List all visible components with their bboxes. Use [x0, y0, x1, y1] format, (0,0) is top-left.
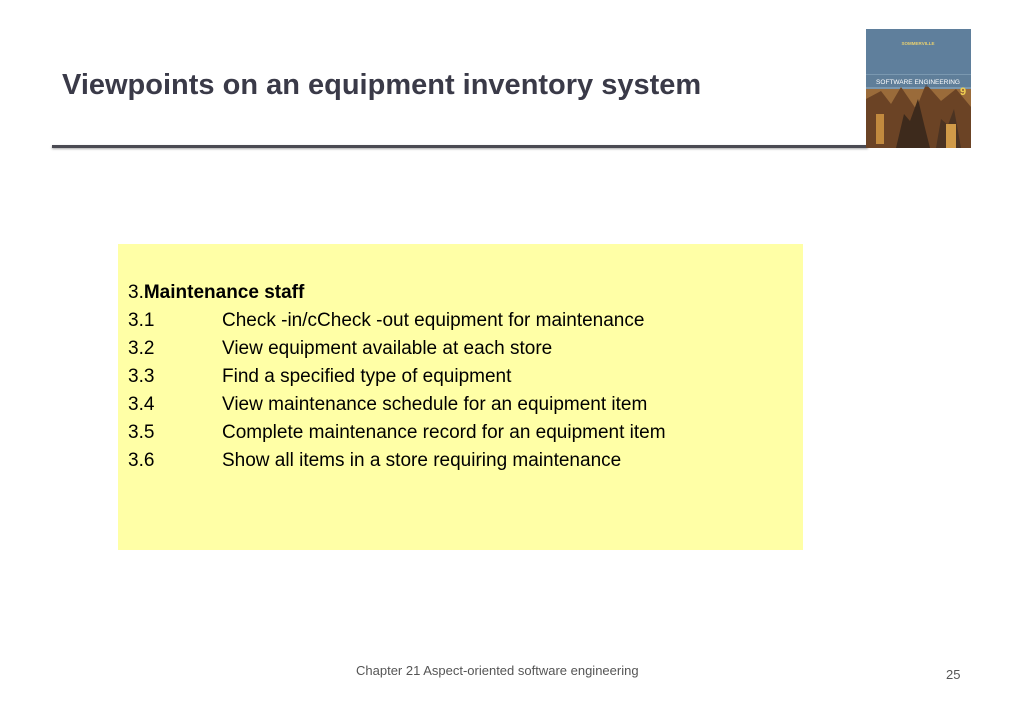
item-text: Find a specified type of equipment: [222, 366, 512, 387]
item-number: 3.1: [128, 310, 155, 331]
list-item: [128, 419, 666, 447]
item-text: View equipment available at each store: [222, 338, 553, 359]
item-number: 3.2: [128, 338, 155, 359]
slide-footer: Chapter 21 Aspect-oriented software engineering: [356, 663, 639, 678]
viewpoint-heading: [128, 279, 666, 307]
item-text: Complete maintenance record for an equipment item: [222, 422, 666, 443]
item-number: 3.3: [128, 366, 155, 387]
list-item: [128, 307, 666, 335]
item-text: View maintenance schedule for an equipment item: [222, 394, 648, 415]
heading-number: 3.: [128, 282, 144, 303]
heading-text: Maintenance staff: [143, 282, 305, 303]
list-item: [128, 391, 666, 419]
list-item: [128, 335, 666, 363]
book-cover-subtitle: SOFTWARE ENGINEERING: [876, 79, 960, 86]
book-cover-top-text: SOMMERVILLE: [901, 41, 935, 46]
slide-title: Viewpoints on an equipment inventory system: [62, 69, 702, 101]
title-divider: [52, 145, 868, 148]
viewpoint-list: [128, 279, 666, 475]
item-text: Show all items in a store requiring maintenance: [222, 450, 622, 471]
list-item: [128, 447, 666, 475]
book-cover-image: [866, 29, 971, 148]
list-item: [128, 363, 666, 391]
book-cover-edition: 9: [959, 86, 967, 98]
item-number: 3.5: [128, 422, 155, 443]
item-number: 3.4: [128, 394, 155, 415]
item-number: 3.6: [128, 450, 155, 471]
page-number: 25: [946, 667, 961, 682]
item-text: Check -in/cCheck -out equipment for maintenance: [222, 310, 645, 331]
